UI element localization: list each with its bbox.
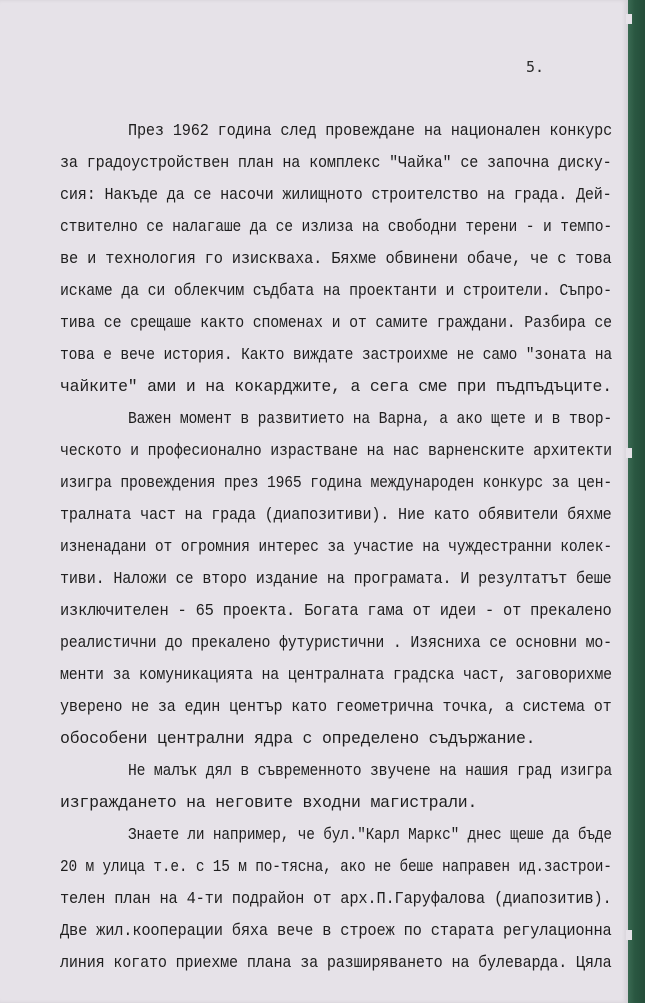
text-line: Важен момент в развитието на Варна, а ако щете и в твор- — [128, 409, 613, 428]
text-line: изграждането на неговите входни магистрали. — [60, 793, 478, 812]
text-line: Знаете ли например, че бул."Карл Маркс" днес щеше да бъде — [128, 825, 612, 844]
text-line: изненадани от огромния интерес за участие на чуждестранни колек- — [60, 537, 612, 556]
page-number: 5. — [526, 58, 545, 76]
edge-notch — [626, 448, 632, 458]
text-line: 20 м улица т.е. с 15 м по-тясна, ако не беше направен ид.застрои- — [60, 857, 612, 876]
text-line: за градоустройствен план на комплекс "Чайка" се започна диску- — [60, 153, 612, 172]
text-line: уверено не за един център като геометрична точка, а система от — [60, 697, 612, 716]
text-line: реалистични до прекалено футуристични . Изясниха се основни мо- — [60, 633, 612, 652]
text-line: ствително се налагаше да се излиза на свободни терени - и темпо- — [60, 217, 612, 236]
text-line: обособени централни ядра с определено съдържание. — [60, 729, 536, 748]
text-line: телен план на 4-ти подрайон от арх.П.Гаруфалова (диапозитив). — [60, 889, 612, 908]
text-line: изключителен - 65 проекта. Богата гама от идеи - от прекалено — [60, 601, 612, 620]
text-line: ческото и професионално израстване на нас варненските архитекти — [60, 441, 612, 460]
edge-notch — [626, 930, 632, 940]
text-line: ве и технология го изискваха. Бяхме обвинени обаче, че с това — [60, 249, 612, 268]
text-line: чайките" ами и на кокарджите, а сега сме при пъдпъдъците. — [60, 377, 612, 396]
text-line: През 1962 година след провеждане на национален конкурс — [128, 121, 613, 140]
text-line: Не малък дял в съвременното звучене на нашия град изигра — [128, 761, 613, 780]
text-line: тиви. Наложи се второ издание на програмата. И резултатът беше — [60, 569, 612, 588]
text-line: менти за комуникацията на централната градска част, заговорихме — [60, 665, 612, 684]
text-line: тива се срещаше както споменах и от самите граждани. Разбира се — [60, 313, 612, 332]
edge-notch — [626, 14, 632, 24]
text-line: линия когато приехме плана за разширяването на булеварда. Цяла — [60, 953, 612, 972]
text-line: тралната част на града (диапозитиви). Ние като обявители бяхме — [60, 505, 612, 524]
text-line: сия: Накъде да се насочи жилищното строителство на града. Дей- — [60, 185, 612, 204]
text-line: изигра провеждения през 1965 година международен конкурс за цен- — [60, 473, 612, 492]
text-line: това е вече история. Както виждате застроихме не само "зоната на — [60, 345, 612, 364]
text-line: искаме да си облекчим съдбата на проектанти и строители. Съпро- — [60, 281, 612, 300]
folder-edge — [628, 0, 645, 1003]
text-line: Две жил.кооперации бяха вече в строеж по старата регулационна — [60, 921, 612, 940]
